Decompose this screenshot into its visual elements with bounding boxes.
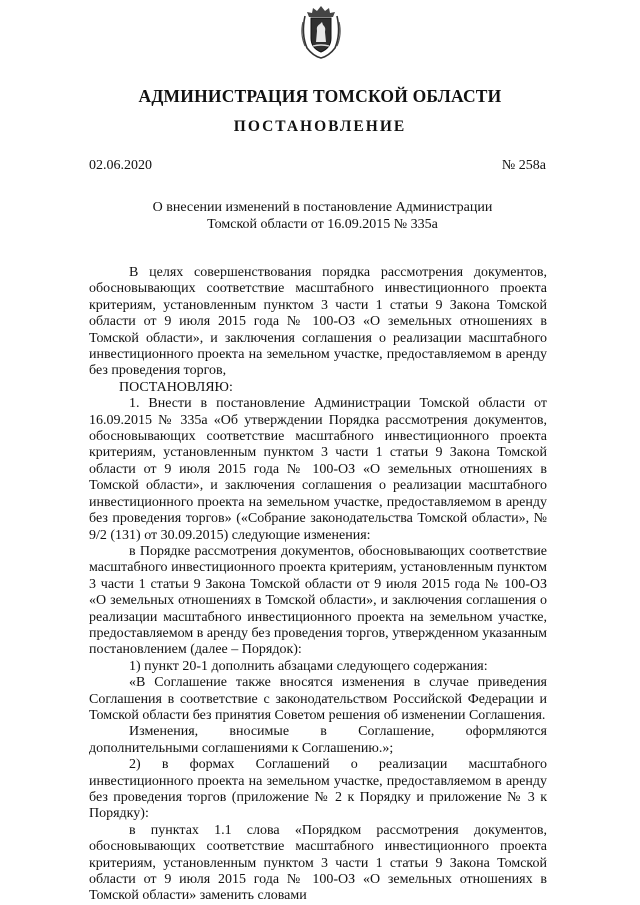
organization-title: АДМИНИСТРАЦИЯ ТОМСКОЙ ОБЛАСТИ [138,86,502,106]
document-body [89,265,547,905]
document-number: № 258а [501,158,546,173]
body-paragraph: 2) в формах Соглашений о реализации масштабного инвестиционного проекта на земельном участке, предоставляемом в аренду без проведения торгов (приложение № 2 к Порядку и приложение № 3 к Порядку): [89,757,547,822]
document-type: ПОСТАНОВЛЕНИЕ [233,118,407,135]
resolution-heading: ПОСТАНОВЛЯЮ: [119,379,233,395]
document-date: 02.06.2020 [89,158,152,173]
body-paragraph: «В Соглашение также вносятся изменения в случае приведения Соглашения в соответствие с законодательством Российской Федерации и Томской области без принятия Советом решения об изменении Соглашения. [89,675,547,723]
document-subject: О внесении изменений в постановление Администрации Томской области от 16.09.2015 № 335а [152,200,493,232]
body-paragraph: в пунктах 1.1 слова «Порядком рассмотрения документов, обосновывающих соответствие масштабного инвестиционного проекта критериям, установленным пунктом 3 части 1 статьи 9 Закона Томской области от 9 июля 2015 года № 100-ОЗ «О земельных отношениях в Томской области» заменить словами [89,822,547,904]
body-paragraph: в Порядке рассмотрения документов, обосновывающих соответствие масштабного инвестиционного проекта критериям, установленным пунктом 3 части 1 статьи 9 Закона Томской области от 9 июля 2015 года № 100-ОЗ «О земельных отношениях в Томской области», и заключения соглашения о реализации масштабного инвестиционного проекта на земельном участке, предоставляемом в аренду без проведения торгов, утвержденном указанным постановлением (далее – Порядок): [89,543,547,658]
body-paragraph: Изменения, вносимые в Соглашение, оформляются дополнительными соглашениями к Соглашению.»; [89,724,547,756]
tomsk-coat-of-arms-icon [299,4,343,60]
body-paragraph: 1) пункт 20-1 дополнить абзацами следующего содержания: [129,658,488,674]
body-paragraph: 1. Внести в постановление Администрации Томской области от 16.09.2015 № 335а «Об утверждении Порядка рассмотрения документов, обосновывающих соответствие масштабного инвестиционного проекта критериям, установленным пунктом 3 части 1 статьи 9 Закона Томской области от 9 июля 2015 года № 100-ОЗ «О земельных отношениях в Томской области», и заключения соглашения о реализации масштабного инвестиционного проекта на земельном участке, предоставляемом в аренду без проведения торгов» («Собрание законодательства Томской области», № 9/2 (131) от 30.09.2015) следующие изменения: [89,396,547,543]
preamble-paragraph: В целях совершенствования порядка рассмотрения документов, обосновывающих соответствие масштабного инвестиционного проекта критериям, установленным пунктом 3 части 1 статьи 9 Закона Томской области от 9 июля 2015 года № 100-ОЗ «О земельных отношениях в Томской области», и заключения соглашения о реализации масштабного инвестиционного проекта на земельном участке, предоставляемом в аренду без проведения торгов, [89,265,547,379]
